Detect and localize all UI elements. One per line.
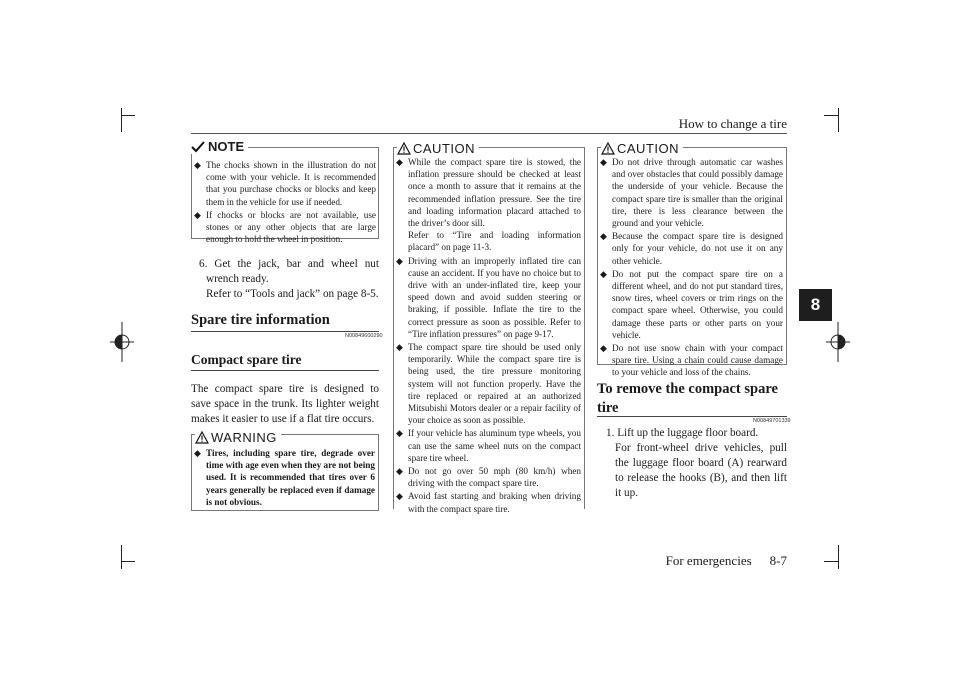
subsection-title-compact-spare: Compact spare tire — [191, 352, 302, 367]
caution-label: CAUTION — [617, 141, 679, 156]
warning-header — [195, 430, 281, 445]
chapter-tab: 8 — [799, 289, 832, 321]
caution-item: ◆ Do not put the compact spare tire on a different wheel, and do not put standard tires, snow tires, wheel covers or trim rings on the compact spare wheel. Otherwise, you could damage these parts or other parts on your vehicle. — [600, 268, 783, 340]
header-rule — [191, 133, 787, 134]
diamond-bullet-icon: ◆ — [194, 209, 201, 220]
page-footer — [648, 553, 787, 569]
diamond-bullet-icon: ◆ — [396, 466, 403, 477]
diamond-bullet-icon: ◆ — [396, 491, 403, 502]
diamond-bullet-icon: ◆ — [194, 160, 201, 170]
subsection-rule — [191, 370, 379, 371]
caution-item: ◆ The compact spare tire should be used only temporarily. While the compact spare tire is being used, the tire pressure monitoring system will not function properly. Have the tire replaced or repaired at an authorized Mitsubishi Motors dealer or a repair facility of your choice as soon as possible. — [396, 342, 581, 426]
crop-mark — [121, 545, 122, 569]
crop-mark — [824, 115, 838, 116]
diamond-bullet-icon: ◆ — [396, 428, 403, 439]
caution-box-col2 — [393, 141, 585, 514]
note-item: ◆ The chocks shown in the illustration do not come with your vehicle. It is recommended that you purchase chocks or blocks and keep them in the vehicle for use if needed. — [194, 160, 376, 207]
page-header-title: How to change a tire — [678, 116, 787, 131]
crop-mark — [824, 561, 838, 562]
diamond-bullet-icon: ◆ — [600, 343, 607, 354]
caution-box-col3 — [597, 141, 787, 378]
footer-page-number: 8-7 — [769, 553, 787, 568]
warning-label: WARNING — [211, 430, 277, 445]
caution-header — [397, 141, 479, 156]
warning-item: ◆ Tires, including spare tire, degrade over time with age even when they are not being used. It is recommended that tires over 6 years generally be replaced even if damage is not obvious. — [194, 448, 375, 507]
section-code: N00849600290 — [345, 333, 383, 339]
caution-label: CAUTION — [413, 141, 475, 156]
diamond-bullet-icon: ◆ — [600, 231, 607, 242]
crop-mark — [121, 115, 135, 116]
section-rule — [191, 331, 379, 332]
caution-item: ◆ Driving with an improperly inflated tire can cause an accident. If you have no choice but to drive with an under-inflated tire, keep your speed down and avoid sudden steering or braking, if possible. Inflate the tire to the correct pressure as soon as possible. Refer to “Tire inflation pressures” on page 9-17. — [396, 255, 581, 339]
note-label: NOTE — [208, 139, 245, 154]
crop-mark — [121, 108, 122, 132]
section-title-remove-spare: To remove the compact spare tire — [597, 381, 778, 416]
section-rule — [597, 416, 787, 417]
caution-triangle-icon — [397, 142, 411, 155]
crop-mark — [121, 561, 135, 562]
pencil-check-icon — [191, 141, 205, 153]
registration-mark-right — [826, 322, 850, 362]
section-title-spare-tire-info: Spare tire information — [191, 312, 330, 328]
warning-triangle-icon — [195, 431, 209, 444]
caution-item: ◆ While the compact spare tire is stowed, the inflation pressure should be checked at least once a month to assure that it remains at the recommended inflation pressure. See the tire and loading information placard attached to the driver’s door sill. Refer to “Tire and loading information placard” on page 11-3. — [396, 157, 581, 253]
caution-item: ◆ If your vehicle has aluminum type wheels, you can use the same wheel nuts on the compact spare tire wheel. — [396, 428, 581, 463]
warning-box — [191, 430, 379, 511]
diamond-bullet-icon: ◆ — [396, 255, 403, 266]
diamond-bullet-icon: ◆ — [194, 448, 201, 458]
step-6: 6. Get the jack, bar and wheel nut wrench ready. Refer to “Tools and jack” on page 8-5. — [199, 258, 379, 300]
caution-item: ◆ Do not go over 50 mph (80 km/h) when driving with the compact spare tire. — [396, 466, 581, 489]
footer-section: For emergencies — [665, 553, 752, 568]
diamond-bullet-icon: ◆ — [600, 157, 607, 167]
caution-item: ◆ Avoid fast starting and braking when driving with the compact spare tire. — [396, 491, 581, 514]
note-header — [191, 139, 248, 154]
caution-item: ◆ Do not use snow chain with your compact spare tire. Using a chain could cause damage to your vehicle and loss of the chains. — [600, 343, 783, 378]
diamond-bullet-icon: ◆ — [396, 157, 403, 167]
caution-triangle-icon — [601, 142, 615, 155]
section-code: N00849701339 — [753, 418, 791, 424]
note-box — [191, 139, 379, 245]
caution-item: ◆ Do not drive through automatic car washes and over obstacles that could possibly damage the underside of your vehicle. Because the compact spare tire is smaller than the original tire, there is less clearance between the ground and your vehicle. — [600, 157, 783, 229]
compact-spare-body: The compact spare tire is designed to save space in the trunk. Its lighter weight makes it easier to use if a flat tire occurs. — [191, 383, 379, 425]
caution-item: ◆ Because the compact spare tire is designed only for your vehicle, do not use it on any other vehicle. — [600, 231, 783, 266]
registration-mark-left — [110, 322, 134, 362]
crop-mark — [838, 108, 839, 132]
diamond-bullet-icon: ◆ — [396, 342, 403, 353]
crop-mark — [838, 545, 839, 569]
note-item: ◆ If chocks or blocks are not available, use stones or any other objects that are large enough to hold the wheel in position. — [194, 209, 376, 245]
step-1: 1. Lift up the luggage floor board. For front-wheel drive vehicles, pull the luggage floor board (A) rearward to release the hooks (B), and then lift it up. — [606, 427, 787, 499]
caution-header — [601, 141, 683, 156]
diamond-bullet-icon: ◆ — [600, 268, 607, 279]
